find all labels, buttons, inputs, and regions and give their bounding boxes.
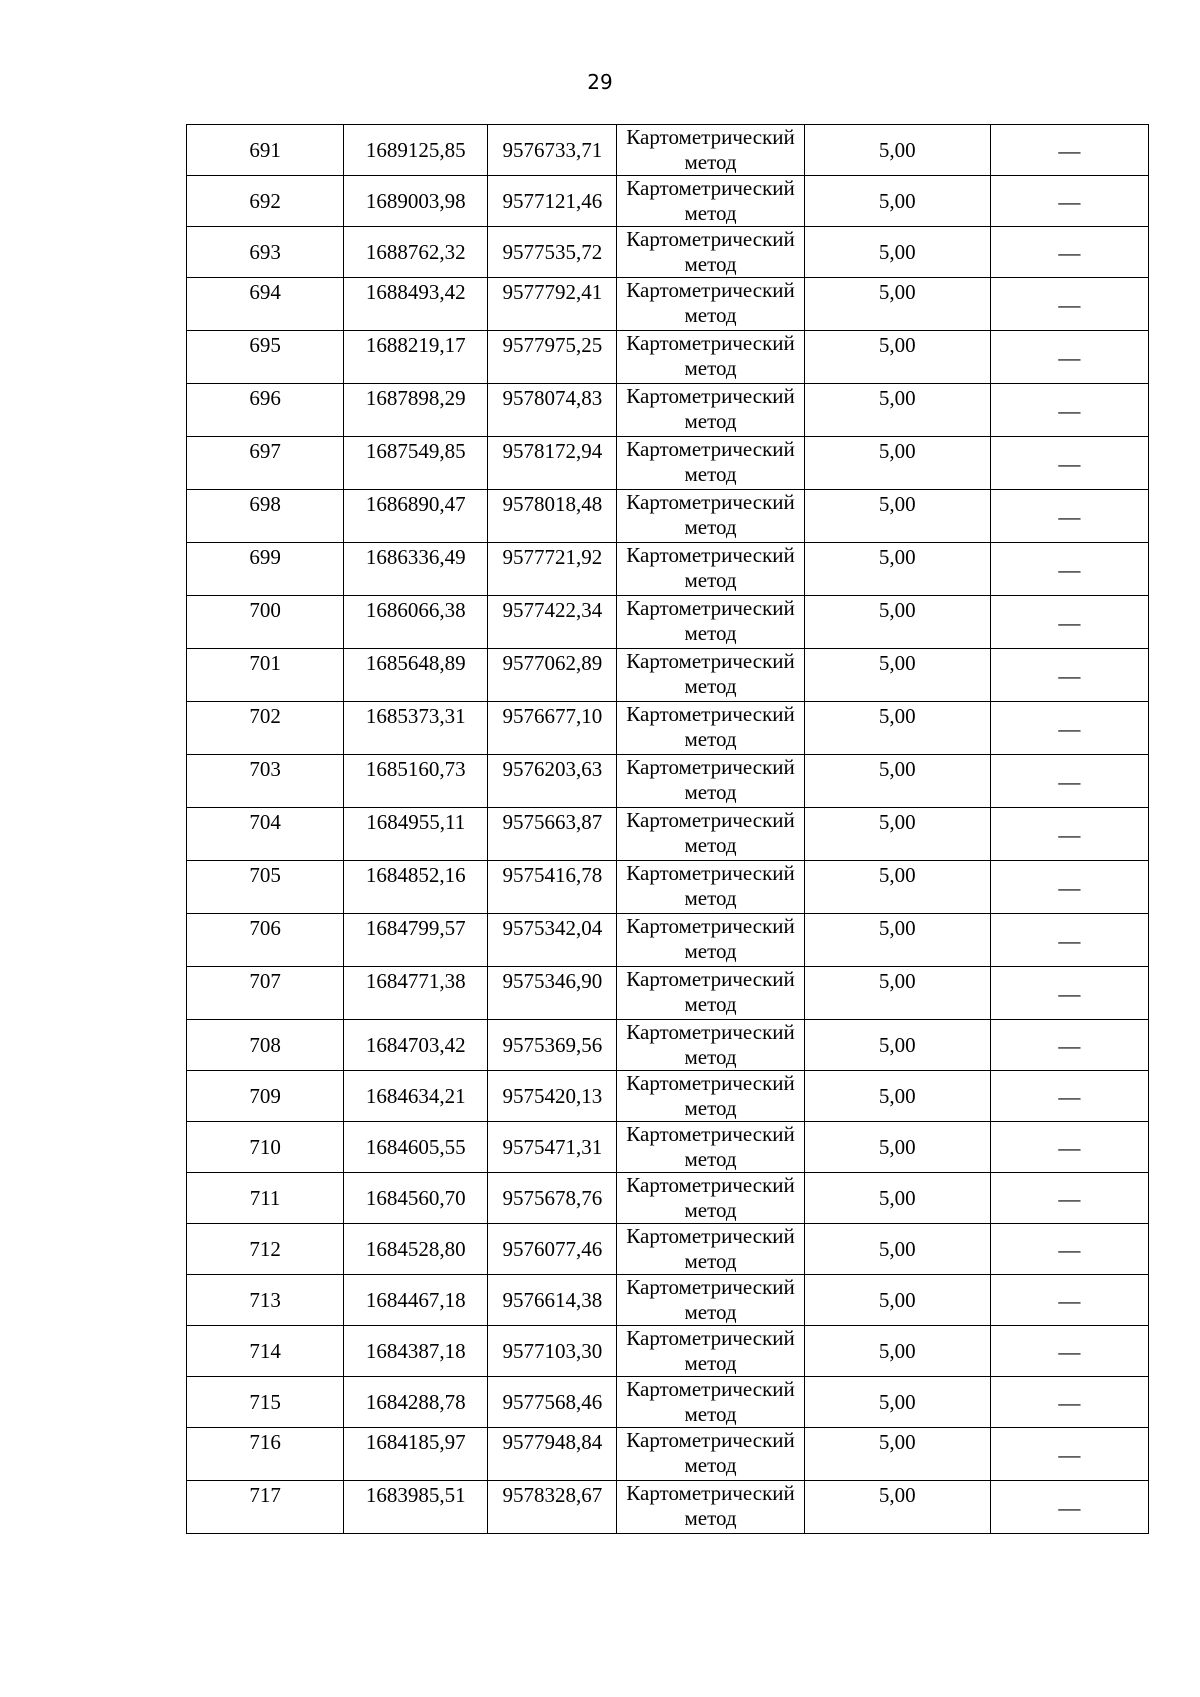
point-number-cell: 701	[187, 649, 344, 702]
description-cell: —	[990, 490, 1148, 543]
method-line-2: метод	[684, 727, 737, 751]
page-number: 29	[587, 70, 613, 94]
x-coordinate-cell: 1684387,18	[344, 1326, 488, 1377]
method-line-1: Картометрический	[626, 1326, 795, 1350]
method-line-2: метод	[684, 939, 737, 963]
y-coordinate-cell: 9577422,34	[488, 596, 617, 649]
y-coordinate-cell: 9575416,78	[488, 861, 617, 914]
point-number-cell: 704	[187, 808, 344, 861]
table-row	[187, 1275, 1149, 1326]
description-cell: —	[990, 1481, 1148, 1534]
table-row	[187, 490, 1149, 543]
accuracy-cell: 5,00	[804, 384, 990, 437]
y-coordinate-cell: 9576733,71	[488, 125, 617, 176]
point-number-cell: 708	[187, 1020, 344, 1071]
table-row	[187, 755, 1149, 808]
point-number-cell: 717	[187, 1481, 344, 1534]
method-line-1: Картометрический	[626, 1377, 795, 1401]
x-coordinate-cell: 1689125,85	[344, 125, 488, 176]
description-cell: —	[990, 1122, 1148, 1173]
description-cell: —	[990, 1224, 1148, 1275]
description-cell: —	[990, 384, 1148, 437]
point-number-cell: 693	[187, 227, 344, 278]
method-cell	[617, 1326, 804, 1377]
description-cell: —	[990, 914, 1148, 967]
method-line-1: Картометрический	[626, 1122, 795, 1146]
y-coordinate-cell: 9575346,90	[488, 967, 617, 1020]
method-line-1: Картометрический	[626, 331, 795, 355]
method-line-2: метод	[684, 252, 737, 276]
method-line-2: метод	[684, 356, 737, 380]
method-cell	[617, 914, 804, 967]
method-line-1: Картометрический	[626, 649, 795, 673]
accuracy-cell: 5,00	[804, 861, 990, 914]
description-cell: —	[990, 1020, 1148, 1071]
x-coordinate-cell: 1684955,11	[344, 808, 488, 861]
method-cell	[617, 649, 804, 702]
method-cell	[617, 227, 804, 278]
x-coordinate-cell: 1686066,38	[344, 596, 488, 649]
description-cell: —	[990, 1071, 1148, 1122]
point-number-cell: 702	[187, 702, 344, 755]
description-cell: —	[990, 1173, 1148, 1224]
method-cell	[617, 331, 804, 384]
accuracy-cell: 5,00	[804, 331, 990, 384]
y-coordinate-cell: 9576677,10	[488, 702, 617, 755]
x-coordinate-cell: 1684288,78	[344, 1377, 488, 1428]
method-line-2: метод	[684, 833, 737, 857]
method-line-2: метод	[684, 1506, 737, 1530]
y-coordinate-cell: 9578074,83	[488, 384, 617, 437]
description-cell: —	[990, 1377, 1148, 1428]
x-coordinate-cell: 1686890,47	[344, 490, 488, 543]
y-coordinate-cell: 9575663,87	[488, 808, 617, 861]
method-cell	[617, 808, 804, 861]
table-row	[187, 125, 1149, 176]
method-line-2: метод	[684, 303, 737, 327]
y-coordinate-cell: 9577535,72	[488, 227, 617, 278]
table-row	[187, 437, 1149, 490]
accuracy-cell: 5,00	[804, 1428, 990, 1481]
description-cell: —	[990, 125, 1148, 176]
y-coordinate-cell: 9577721,92	[488, 543, 617, 596]
point-number-cell: 699	[187, 543, 344, 596]
accuracy-cell: 5,00	[804, 543, 990, 596]
method-line-1: Картометрический	[626, 543, 795, 567]
table-row	[187, 1428, 1149, 1481]
description-cell: —	[990, 227, 1148, 278]
y-coordinate-cell: 9577103,30	[488, 1326, 617, 1377]
x-coordinate-cell: 1684771,38	[344, 967, 488, 1020]
table-row	[187, 1377, 1149, 1428]
method-line-2: метод	[684, 409, 737, 433]
y-coordinate-cell: 9578328,67	[488, 1481, 617, 1534]
method-line-1: Картометрический	[626, 227, 795, 251]
y-coordinate-cell: 9577062,89	[488, 649, 617, 702]
method-line-2: метод	[684, 201, 737, 225]
method-cell	[617, 437, 804, 490]
method-line-2: метод	[684, 1045, 737, 1069]
method-cell	[617, 543, 804, 596]
method-line-1: Картометрический	[626, 1020, 795, 1044]
method-line-1: Картометрический	[626, 755, 795, 779]
point-number-cell: 716	[187, 1428, 344, 1481]
table-row	[187, 1326, 1149, 1377]
y-coordinate-cell: 9575420,13	[488, 1071, 617, 1122]
point-number-cell: 691	[187, 125, 344, 176]
description-cell: —	[990, 861, 1148, 914]
method-line-2: метод	[684, 1351, 737, 1375]
accuracy-cell: 5,00	[804, 649, 990, 702]
x-coordinate-cell: 1684560,70	[344, 1173, 488, 1224]
description-cell: —	[990, 278, 1148, 331]
y-coordinate-cell: 9575678,76	[488, 1173, 617, 1224]
point-number-cell: 692	[187, 176, 344, 227]
description-cell: —	[990, 967, 1148, 1020]
method-line-2: метод	[684, 992, 737, 1016]
x-coordinate-cell: 1684605,55	[344, 1122, 488, 1173]
accuracy-cell: 5,00	[804, 1020, 990, 1071]
method-line-2: метод	[684, 515, 737, 539]
method-line-2: метод	[684, 1096, 737, 1120]
table-row	[187, 702, 1149, 755]
description-cell: —	[990, 1428, 1148, 1481]
x-coordinate-cell: 1685648,89	[344, 649, 488, 702]
x-coordinate-cell: 1685373,31	[344, 702, 488, 755]
method-line-1: Картометрический	[626, 967, 795, 991]
table-row	[187, 1122, 1149, 1173]
method-line-2: метод	[684, 462, 737, 486]
point-number-cell: 705	[187, 861, 344, 914]
accuracy-cell: 5,00	[804, 437, 990, 490]
method-line-2: метод	[684, 150, 737, 174]
coordinates-table	[186, 124, 1149, 1534]
method-cell	[617, 1428, 804, 1481]
y-coordinate-cell: 9575471,31	[488, 1122, 617, 1173]
method-cell	[617, 278, 804, 331]
method-line-1: Картометрический	[626, 384, 795, 408]
y-coordinate-cell: 9577568,46	[488, 1377, 617, 1428]
method-line-1: Картометрический	[626, 1481, 795, 1505]
method-cell	[617, 1224, 804, 1275]
method-line-1: Картометрический	[626, 596, 795, 620]
accuracy-cell: 5,00	[804, 596, 990, 649]
method-line-2: метод	[684, 1249, 737, 1273]
accuracy-cell: 5,00	[804, 1071, 990, 1122]
method-line-1: Картометрический	[626, 914, 795, 938]
point-number-cell: 697	[187, 437, 344, 490]
accuracy-cell: 5,00	[804, 1377, 990, 1428]
method-line-1: Картометрический	[626, 278, 795, 302]
x-coordinate-cell: 1686336,49	[344, 543, 488, 596]
point-number-cell: 713	[187, 1275, 344, 1326]
method-line-2: метод	[684, 886, 737, 910]
table-row	[187, 227, 1149, 278]
method-cell	[617, 1122, 804, 1173]
description-cell: —	[990, 702, 1148, 755]
x-coordinate-cell: 1687898,29	[344, 384, 488, 437]
description-cell: —	[990, 437, 1148, 490]
point-number-cell: 695	[187, 331, 344, 384]
method-line-2: метод	[684, 674, 737, 698]
point-number-cell: 711	[187, 1173, 344, 1224]
method-line-1: Картометрический	[626, 490, 795, 514]
description-cell: —	[990, 1326, 1148, 1377]
y-coordinate-cell: 9577121,46	[488, 176, 617, 227]
accuracy-cell: 5,00	[804, 278, 990, 331]
method-cell	[617, 1020, 804, 1071]
method-cell	[617, 755, 804, 808]
accuracy-cell: 5,00	[804, 1481, 990, 1534]
method-cell	[617, 1275, 804, 1326]
table-row	[187, 543, 1149, 596]
point-number-cell: 712	[187, 1224, 344, 1275]
method-cell	[617, 490, 804, 543]
accuracy-cell: 5,00	[804, 227, 990, 278]
point-number-cell: 696	[187, 384, 344, 437]
accuracy-cell: 5,00	[804, 176, 990, 227]
method-line-1: Картометрический	[626, 437, 795, 461]
table-row	[187, 967, 1149, 1020]
method-cell	[617, 384, 804, 437]
x-coordinate-cell: 1684185,97	[344, 1428, 488, 1481]
description-cell: —	[990, 808, 1148, 861]
table-row	[187, 176, 1149, 227]
method-cell	[617, 1377, 804, 1428]
accuracy-cell: 5,00	[804, 1275, 990, 1326]
accuracy-cell: 5,00	[804, 808, 990, 861]
description-cell: —	[990, 331, 1148, 384]
description-cell: —	[990, 543, 1148, 596]
table-row	[187, 1071, 1149, 1122]
x-coordinate-cell: 1688762,32	[344, 227, 488, 278]
method-line-1: Картометрический	[626, 176, 795, 200]
table-row	[187, 861, 1149, 914]
y-coordinate-cell: 9576614,38	[488, 1275, 617, 1326]
table-row	[187, 1224, 1149, 1275]
method-line-1: Картометрический	[626, 1071, 795, 1095]
table-row	[187, 278, 1149, 331]
table-row	[187, 596, 1149, 649]
method-line-1: Картометрический	[626, 702, 795, 726]
method-line-2: метод	[684, 1453, 737, 1477]
accuracy-cell: 5,00	[804, 1326, 990, 1377]
y-coordinate-cell: 9577948,84	[488, 1428, 617, 1481]
method-line-1: Картометрический	[626, 1173, 795, 1197]
point-number-cell: 710	[187, 1122, 344, 1173]
accuracy-cell: 5,00	[804, 1122, 990, 1173]
point-number-cell: 714	[187, 1326, 344, 1377]
point-number-cell: 706	[187, 914, 344, 967]
method-line-2: метод	[684, 568, 737, 592]
point-number-cell: 709	[187, 1071, 344, 1122]
y-coordinate-cell: 9575342,04	[488, 914, 617, 967]
x-coordinate-cell: 1684467,18	[344, 1275, 488, 1326]
method-line-1: Картометрический	[626, 1275, 795, 1299]
description-cell: —	[990, 755, 1148, 808]
method-cell	[617, 967, 804, 1020]
x-coordinate-cell: 1684528,80	[344, 1224, 488, 1275]
y-coordinate-cell: 9578018,48	[488, 490, 617, 543]
x-coordinate-cell: 1684634,21	[344, 1071, 488, 1122]
point-number-cell: 707	[187, 967, 344, 1020]
description-cell: —	[990, 176, 1148, 227]
x-coordinate-cell: 1684703,42	[344, 1020, 488, 1071]
y-coordinate-cell: 9575369,56	[488, 1020, 617, 1071]
point-number-cell: 715	[187, 1377, 344, 1428]
accuracy-cell: 5,00	[804, 490, 990, 543]
accuracy-cell: 5,00	[804, 1224, 990, 1275]
table-row	[187, 649, 1149, 702]
method-cell	[617, 1173, 804, 1224]
accuracy-cell: 5,00	[804, 967, 990, 1020]
x-coordinate-cell: 1689003,98	[344, 176, 488, 227]
y-coordinate-cell: 9576203,63	[488, 755, 617, 808]
method-line-2: метод	[684, 1402, 737, 1426]
table-row	[187, 1173, 1149, 1224]
point-number-cell: 698	[187, 490, 344, 543]
y-coordinate-cell: 9576077,46	[488, 1224, 617, 1275]
x-coordinate-cell: 1688493,42	[344, 278, 488, 331]
method-line-2: метод	[684, 1300, 737, 1324]
method-line-1: Картометрический	[626, 1428, 795, 1452]
method-line-1: Картометрический	[626, 125, 795, 149]
method-line-1: Картометрический	[626, 1224, 795, 1248]
accuracy-cell: 5,00	[804, 914, 990, 967]
table-row	[187, 331, 1149, 384]
table-row	[187, 1481, 1149, 1534]
accuracy-cell: 5,00	[804, 1173, 990, 1224]
method-cell	[617, 861, 804, 914]
method-line-2: метод	[684, 621, 737, 645]
method-cell	[617, 1071, 804, 1122]
y-coordinate-cell: 9578172,94	[488, 437, 617, 490]
method-line-2: метод	[684, 1198, 737, 1222]
method-line-1: Картометрический	[626, 861, 795, 885]
method-cell	[617, 702, 804, 755]
point-number-cell: 703	[187, 755, 344, 808]
x-coordinate-cell: 1687549,85	[344, 437, 488, 490]
x-coordinate-cell: 1683985,51	[344, 1481, 488, 1534]
description-cell: —	[990, 1275, 1148, 1326]
x-coordinate-cell: 1684799,57	[344, 914, 488, 967]
table-row	[187, 1020, 1149, 1071]
accuracy-cell: 5,00	[804, 702, 990, 755]
description-cell: —	[990, 649, 1148, 702]
point-number-cell: 694	[187, 278, 344, 331]
method-line-1: Картометрический	[626, 808, 795, 832]
x-coordinate-cell: 1685160,73	[344, 755, 488, 808]
table-row	[187, 808, 1149, 861]
method-cell	[617, 596, 804, 649]
y-coordinate-cell: 9577792,41	[488, 278, 617, 331]
method-cell	[617, 1481, 804, 1534]
method-cell	[617, 125, 804, 176]
description-cell: —	[990, 596, 1148, 649]
x-coordinate-cell: 1688219,17	[344, 331, 488, 384]
table-row	[187, 384, 1149, 437]
accuracy-cell: 5,00	[804, 755, 990, 808]
method-line-2: метод	[684, 1147, 737, 1171]
method-cell	[617, 176, 804, 227]
y-coordinate-cell: 9577975,25	[488, 331, 617, 384]
coordinates-table-body	[187, 125, 1149, 1534]
accuracy-cell: 5,00	[804, 125, 990, 176]
point-number-cell: 700	[187, 596, 344, 649]
x-coordinate-cell: 1684852,16	[344, 861, 488, 914]
table-row	[187, 914, 1149, 967]
method-line-2: метод	[684, 780, 737, 804]
